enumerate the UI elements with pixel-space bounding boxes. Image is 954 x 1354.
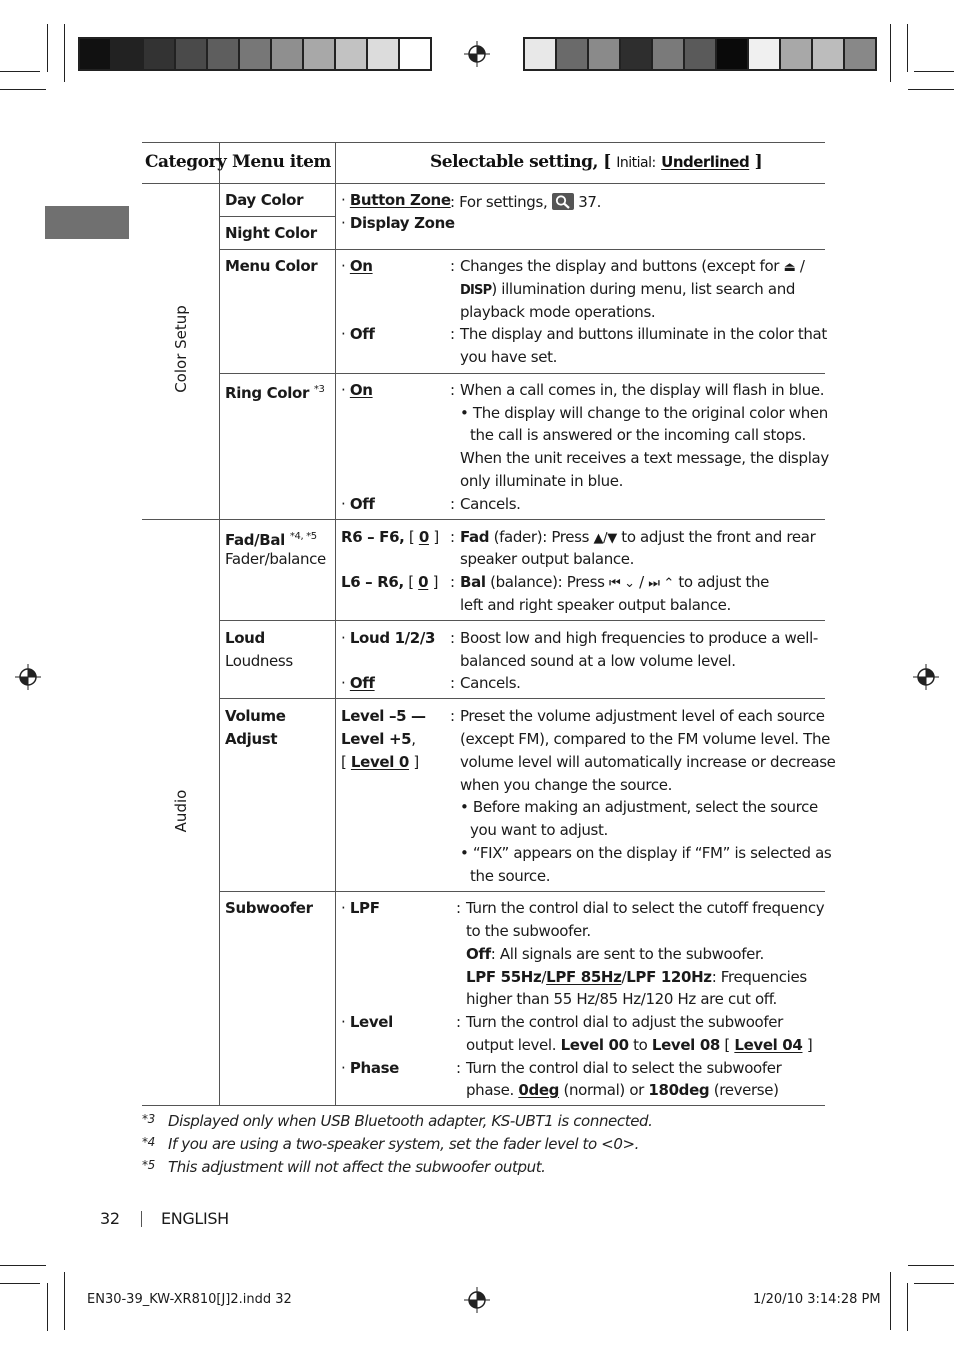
ring-off-desc: Cancels. bbox=[460, 495, 521, 513]
footer-language: ENGLISH bbox=[161, 1209, 229, 1228]
ring-on-desc-3: the call is answered or the incoming call stops. bbox=[470, 426, 806, 444]
colon: : bbox=[450, 674, 455, 692]
menu-ring-color: Ring Color $^{*3}$ bbox=[225, 384, 325, 402]
bal-desc-2: left and right speaker output balance. bbox=[460, 596, 731, 614]
option-r6-f6: R6 – F6, [ 0 ] bbox=[341, 528, 439, 546]
lpf-desc-1: Turn the control dial to select the cutoff frequency bbox=[466, 899, 825, 917]
color-bar-swatch bbox=[304, 39, 336, 69]
footnote-5: $^{*5}$ This adjustment will not affect the subwoofer output. bbox=[142, 1158, 546, 1176]
footnote-3: $^{*3}$ Displayed only when USB Bluetooth adapter, KS-UBT1 is connected. bbox=[142, 1112, 653, 1130]
option-lpf: · LPF bbox=[341, 899, 380, 917]
level-desc-1: Turn the control dial to adjust the subwoofer bbox=[466, 1013, 783, 1031]
footer-divider bbox=[141, 1211, 142, 1227]
color-bar-swatch bbox=[717, 39, 749, 69]
category-audio: Audio bbox=[172, 789, 190, 833]
fad-desc-2: speaker output balance. bbox=[460, 550, 635, 568]
color-bar-swatch bbox=[845, 39, 875, 69]
phase-desc-2: phase. 0deg (normal) or 180deg (reverse) bbox=[466, 1081, 779, 1099]
menu-night-color: Night Color bbox=[225, 224, 317, 242]
lpf-desc-4: LPF 55Hz/LPF 85Hz/LPF 120Hz: Frequencies bbox=[466, 968, 807, 986]
eject-icon: ⏏ bbox=[783, 260, 796, 275]
colon: : bbox=[450, 381, 455, 399]
header-category: Category bbox=[145, 152, 227, 172]
slug-file: EN30-39_KW-XR810[J]2.indd 32 bbox=[87, 1292, 292, 1307]
option-off: · Off bbox=[341, 325, 375, 343]
colon: : bbox=[450, 495, 455, 513]
menu-on-desc-3: playback mode operations. bbox=[460, 303, 656, 321]
color-bar-swatch bbox=[400, 39, 430, 69]
colon: : bbox=[450, 573, 455, 591]
color-bar-swatch bbox=[781, 39, 813, 69]
vol-desc-4: when you change the source. bbox=[460, 776, 673, 794]
slug-date: 1/20/10 3:14:28 PM bbox=[753, 1292, 881, 1307]
prev-chevron-icon: ⏮︎ ⌄ bbox=[608, 576, 635, 591]
fad-desc-1: Fad (fader): Press ▲/▼ to adjust the front and rear bbox=[460, 528, 816, 546]
option-level-p5: Level +5, bbox=[341, 730, 416, 748]
vol-desc-1: Preset the volume adjustment level of each source bbox=[460, 707, 825, 725]
menu-loud: Loud bbox=[225, 629, 265, 647]
section-tab bbox=[45, 206, 129, 239]
colon: : bbox=[456, 1059, 461, 1077]
color-bars-right bbox=[523, 37, 877, 71]
colon: : bbox=[456, 1013, 461, 1031]
colon: : bbox=[450, 629, 455, 647]
lpf-desc-2: to the subwoofer. bbox=[466, 922, 591, 940]
option-loud-123: · Loud 1/2/3 bbox=[341, 629, 436, 647]
vol-desc-8: the source. bbox=[470, 867, 551, 885]
ring-on-desc-5: only illuminate in blue. bbox=[460, 472, 624, 490]
header-underlined: Underlined bbox=[661, 153, 750, 171]
menu-adjust: Adjust bbox=[225, 730, 278, 748]
header-menu-item: Menu item bbox=[232, 152, 331, 172]
menu-subwoofer: Subwoofer bbox=[225, 899, 313, 917]
loud-desc-1: Boost low and high frequencies to produce a well- bbox=[460, 629, 818, 647]
menu-menu-color: Menu Color bbox=[225, 257, 318, 275]
category-color-setup: Color Setup bbox=[172, 305, 190, 393]
registration-mark-icon bbox=[913, 664, 939, 690]
colon: : bbox=[456, 899, 461, 917]
registration-mark-icon bbox=[15, 664, 41, 690]
color-bar-swatch bbox=[80, 39, 112, 69]
menu-loudness: Loudness bbox=[225, 652, 293, 670]
option-on: · On bbox=[341, 381, 373, 399]
color-bars-left bbox=[78, 37, 432, 71]
phase-desc-1: Turn the control dial to select the subwoofer bbox=[466, 1059, 782, 1077]
color-bar-swatch bbox=[176, 39, 208, 69]
lpf-desc-3: Off: All signals are sent to the subwoofer. bbox=[466, 945, 764, 963]
menu-off-desc-1: The display and buttons illuminate in the color that bbox=[460, 325, 827, 343]
color-bar-swatch bbox=[749, 39, 781, 69]
search-icon bbox=[552, 193, 574, 210]
option-level-m5: Level –5 — bbox=[341, 707, 426, 725]
color-bar-swatch bbox=[144, 39, 176, 69]
loud-off-desc: Cancels. bbox=[460, 674, 521, 692]
menu-fad-bal: Fad/Bal $^{*4, *5}$ bbox=[225, 531, 317, 549]
next-chevron-icon: ⏭︎ ⌃ bbox=[648, 576, 674, 591]
header-selectable-setting: Selectable setting, [ Initial: Underlined ] bbox=[430, 152, 763, 172]
option-button-zone: · Button Zone bbox=[341, 191, 451, 209]
color-bar-swatch bbox=[336, 39, 368, 69]
vol-desc-6: you want to adjust. bbox=[470, 821, 608, 839]
for-settings-text: : For settings, 37. bbox=[450, 193, 602, 211]
color-bar-swatch bbox=[621, 39, 653, 69]
ring-on-desc-4: When the unit receives a text message, the display bbox=[460, 449, 829, 467]
color-bar-swatch bbox=[272, 39, 304, 69]
option-on: · On bbox=[341, 257, 373, 275]
page-number: 32 bbox=[100, 1209, 120, 1228]
color-bar-swatch bbox=[240, 39, 272, 69]
color-bar-swatch bbox=[557, 39, 589, 69]
colon: : bbox=[450, 257, 455, 275]
option-off: · Off bbox=[341, 495, 375, 513]
option-display-zone: · Display Zone bbox=[341, 214, 455, 232]
color-bar-swatch bbox=[589, 39, 621, 69]
lpf-desc-5: higher than 55 Hz/85 Hz/120 Hz are cut off. bbox=[466, 990, 777, 1008]
color-bar-swatch bbox=[813, 39, 845, 69]
up-down-arrow-icon: ▲/▼ bbox=[593, 531, 617, 546]
colon: : bbox=[450, 325, 455, 343]
color-bar-swatch bbox=[525, 39, 557, 69]
color-bar-swatch bbox=[112, 39, 144, 69]
vol-desc-7: • “FIX” appears on the display if “FM” is selected as bbox=[460, 844, 832, 862]
menu-off-desc-2: you have set. bbox=[460, 348, 558, 366]
option-off: · Off bbox=[341, 674, 375, 692]
bal-desc-1: Bal (balance): Press ⏮︎ ⌄ / ⏭︎ ⌃ to adjust the bbox=[460, 573, 770, 591]
colon: : bbox=[450, 707, 455, 725]
colon: : bbox=[450, 528, 455, 546]
loud-desc-2: balanced sound at a low volume level. bbox=[460, 652, 736, 670]
menu-on-desc-2: DISP) illumination during menu, list search and bbox=[460, 280, 796, 298]
level-desc-2: output level. Level 00 to Level 08 [ Level 04 ] bbox=[466, 1036, 813, 1054]
menu-on-desc-1: Changes the display and buttons (except for ⏏ / bbox=[460, 257, 805, 275]
registration-mark-icon bbox=[464, 41, 490, 67]
header-initial-label: Initial: bbox=[616, 155, 656, 171]
option-level: · Level bbox=[341, 1013, 393, 1031]
ring-on-desc-2: • The display will change to the original color when bbox=[460, 404, 828, 422]
option-l6-r6: L6 – R6, [ 0 ] bbox=[341, 573, 439, 591]
option-phase: · Phase bbox=[341, 1059, 399, 1077]
menu-day-color: Day Color bbox=[225, 191, 304, 209]
color-bar-swatch bbox=[685, 39, 717, 69]
option-level-0: [ Level 0 ] bbox=[341, 753, 419, 771]
footnote-4: $^{*4}$ If you are using a two-speaker system, set the fader level to <0>. bbox=[142, 1135, 640, 1153]
color-bar-swatch bbox=[208, 39, 240, 69]
vol-desc-5: • Before making an adjustment, select the source bbox=[460, 798, 818, 816]
color-bar-swatch bbox=[368, 39, 400, 69]
ring-on-desc-1: When a call comes in, the display will flash in blue. bbox=[460, 381, 825, 399]
menu-fader-balance: Fader/balance bbox=[225, 550, 326, 568]
menu-volume: Volume bbox=[225, 707, 286, 725]
vol-desc-3: volume level will automatically increase or decrease bbox=[460, 753, 836, 771]
vol-desc-2: (except FM), compared to the FM volume level. The bbox=[460, 730, 830, 748]
registration-mark-icon bbox=[464, 1287, 490, 1313]
color-bar-swatch bbox=[653, 39, 685, 69]
